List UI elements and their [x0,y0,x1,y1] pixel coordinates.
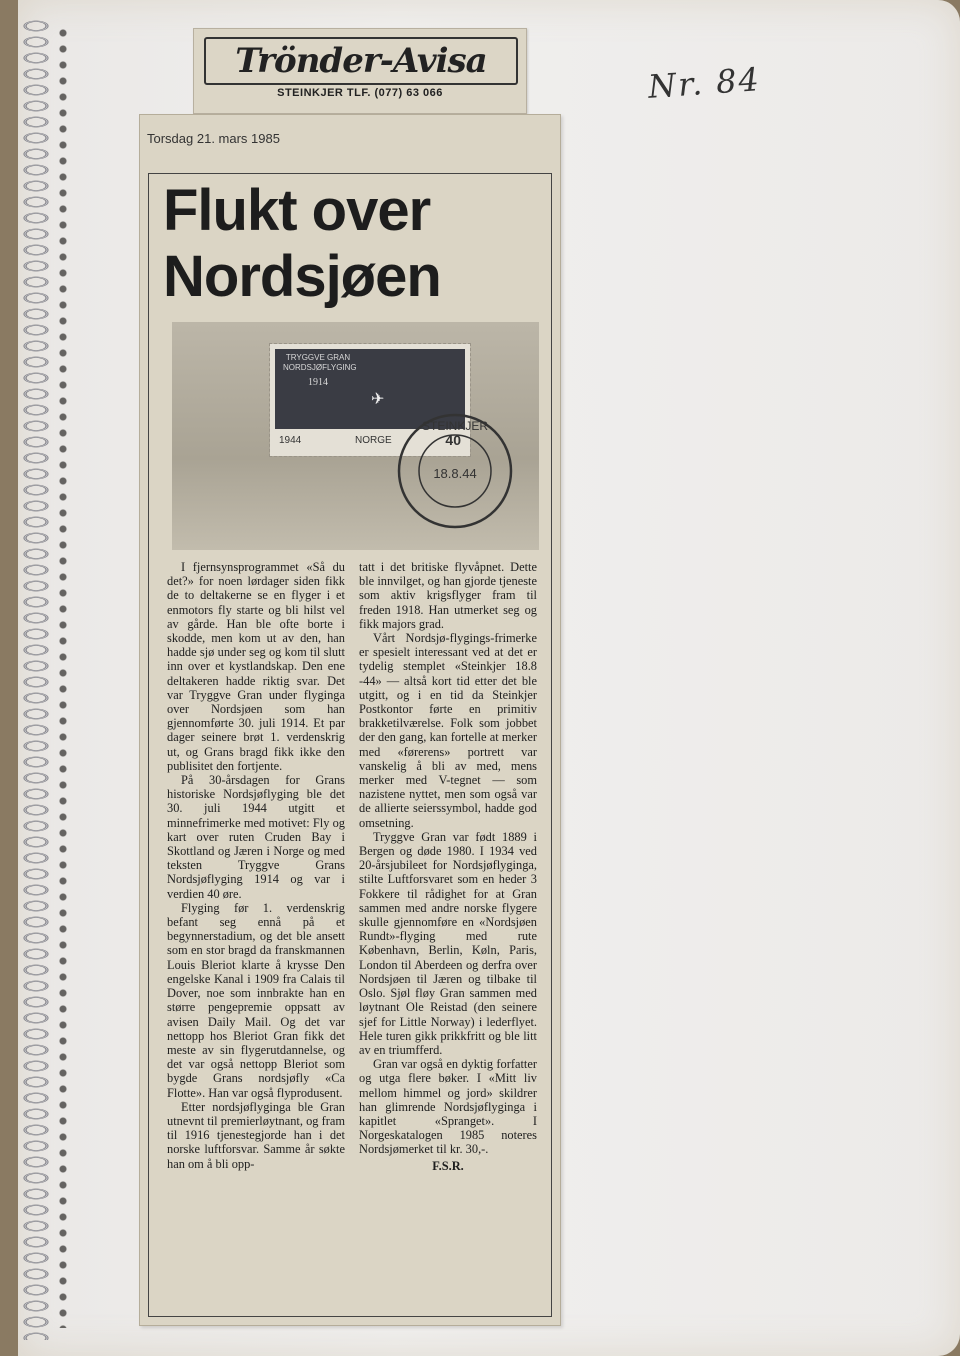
article-column-1 [167,560,345,1173]
paragraph: Tryggve Gran var født 1889 i Bergen og døde 1980. I 1934 ved 20-årsjubileet for Nordsjøflyginga, stilte Luftforsvaret som en heder 3 Fokkere til rådighet for at Gran sammen med andre norske flygere skulle gjennomføre en «Nordsjøen Rundt»-flyging med rute København, Berlin, Køln, Paris, London til Aberdeen og derfra over Nordsjøen til Jæren og tilbake til Oslo. Sjøl fløy Gran sammen med løytnant Ole Reistad (den seinere sjef for Little Norway) i lederflyet. Hele turen gikk prikkfritt og ble litt av en triumfferd. [359,829,537,1057]
handwritten-page-number: Nr. 84 [646,60,763,106]
article-column-2 [359,560,537,1173]
stamp-year-old: 1914 [308,377,328,388]
paragraph: I fjernsynsprogrammet «Så du det?» for noen lørdager siden fikk de to deltakerne se en flyger i et enmotors fly starte og bli hilst vel av gårde. Han ble ofte borte i skodde, men kom ut av den, han hadde sjø under seg og kom til slutt inn over et kystlandskap. Den ene deltakeren hadde riktig svar. Det var Tryggve Gran under flyginga over Nordsjøen som han gjennomførte 30. juli 1914. Et par dager seinere brøt 1. verdenskrig ut, og Grans bragd fikk ikke den publisitet den fortjente. [167,560,345,773]
airplane-icon: ✈ [371,391,385,408]
author-signature: F.S.R. [432,1158,464,1173]
binding-holes [58,28,68,1328]
postmark-town: STEINKJER [421,419,489,433]
masthead-subtitle: STEINKJER TLF. (077) 63 066 [277,87,443,99]
paragraph: Vårt Nordsjø-flygings-frimerke er spesielt interessant ved at det er tydelig stemplet «Steinkjer 18.8 -44» — altså kort tid etter det ble utgitt, og i en tid da Steinkjer Postkontor førte en primitiv brakketilværelse. Folk som jobbet der den gang, kan fortelle at merker med «førerens» portrett var vanskelig å bli av med, mens merker med V-tegnet — som nazistene nyttet, men som også var de allierte seierssymbol, hadde god omsetning. [359,631,537,830]
headline-line-2: Nordsjøen [163,244,441,309]
paragraph: Gran var også en dyktig forfatter og utga flere bøker. I «Mitt liv mellom himmel og jord» skildrer han glimrende Nordsjøflyginga i kapitlet «Spranget». I Norgeskatalogen 1985 noteres Nordsjømerket til kr. 30,-. [359,1057,537,1157]
article-headline [163,178,543,310]
stamp-title: TRYGGVE GRAN NORDSJØFLYGING [283,353,357,372]
postmark-icon [390,406,520,536]
article-frame [148,173,552,1317]
paragraph: På 30-årsdagen for Grans historiske Nordsjøflyging ble det 30. juli 1944 utgitt et minnefrimerke med motivet: Fly og kart over ruten Cruden Bay i Skottland og Jæren i Norge og med teksten Tryggve Grans Nordsjøflyging 1914 og var i verdien 40 øre. [167,773,345,901]
paragraph: Etter nordsjøflyginga ble Gran utnevnt til premierløytnant, og fram til 1916 tjenestegjorde han i det norske luftforsvar. Samme år søkte han om å bli opp- [167,1099,345,1171]
newspaper-masthead-clipping [193,28,527,114]
newspaper-logo: Trönder-Avisa [204,37,518,85]
stamp-country: NORGE [355,434,392,446]
article-clipping [139,114,561,1326]
postmark-date: 18.8.44 [433,466,477,481]
stamp-year-new: 1944 [279,434,302,446]
article-body [167,560,537,1173]
paragraph: tatt i det britiske flyvåpnet. Dette ble innvilget, og han gjorde tjeneste som aktiv krigsflyger fram til freden 1918. Han utmerket seg og fikk majors grad. [359,560,537,631]
stamp-photo [172,322,539,550]
article-date: Torsdag 21. mars 1985 [147,131,280,146]
stamp-value: 40 [445,432,461,448]
headline-line-1: Flukt over [163,178,431,243]
paragraph: Flyging før 1. verdenskrig befant seg ennå på et begynnerstadium, og det ble ansett som en stor bragd da franskmannen Louis Bleriot klarte å krysse Den engelske Kanal i 1909 fra Calais til Dover, noe som innbrakte han en større pengepremie oppsatt av avisen Daily Mail. Og det var nettopp hos Bleriot Gran fikk det meste av sin flygerutdannelse, og det var også nettopp Bleriot som bygde Grans nordsjøfly «Ca Flotte». Han var også flyprodusent. [167,900,345,1100]
spiral-binding [18,20,62,1340]
